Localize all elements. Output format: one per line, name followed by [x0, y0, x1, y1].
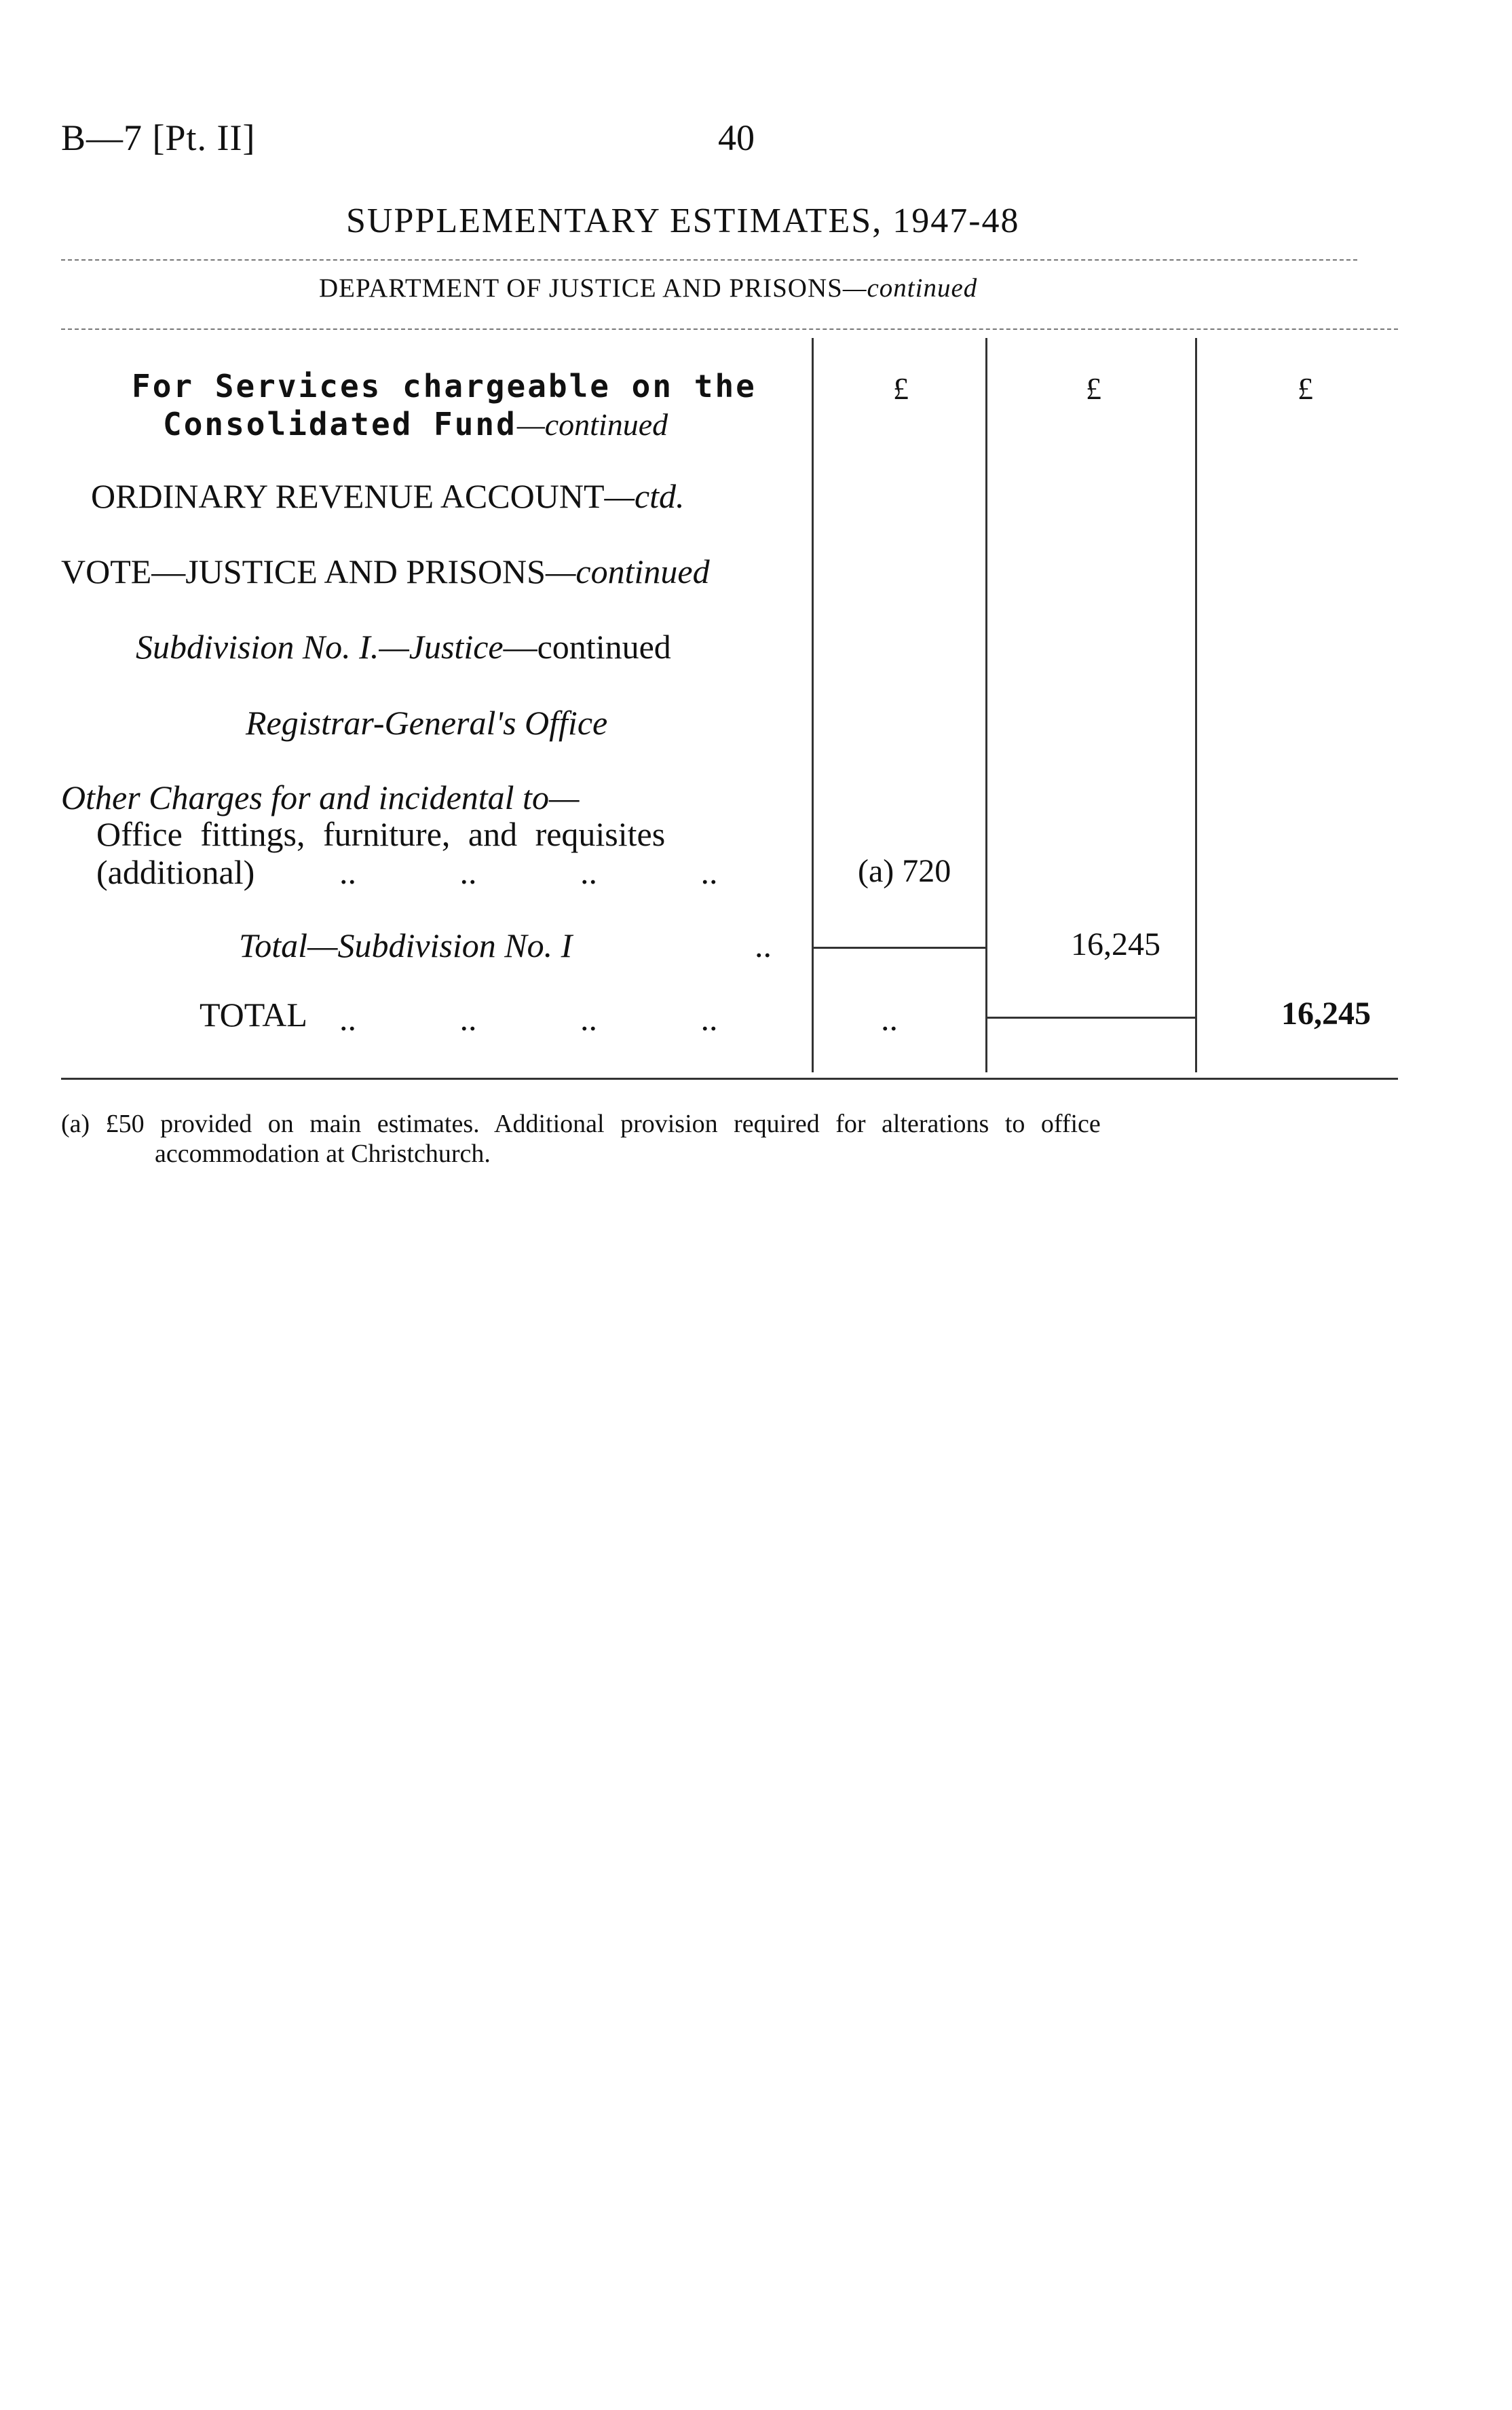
column-divider-1 — [812, 338, 814, 1072]
total-label: TOTAL — [200, 996, 307, 1034]
title-rule — [61, 259, 1357, 261]
subtotal-amount: 16,245 — [1071, 926, 1160, 962]
total-column1-leader: .. — [881, 1000, 898, 1038]
subdivision-heading — [136, 627, 671, 666]
subdivision-suffix: —continued — [503, 628, 671, 666]
subtotal-leader: .. — [755, 926, 772, 964]
other-charges-heading: Other Charges for and incidental to— — [61, 778, 580, 816]
item-description-line2: (additional) — [96, 853, 255, 891]
services-fund: Consolidated Fund — [163, 406, 517, 443]
account-name: ORDINARY REVENUE ACCOUNT — [91, 477, 605, 515]
department-rule — [61, 328, 1398, 330]
item-amount: (a) 720 — [858, 853, 951, 889]
services-suffix: —continued — [516, 407, 668, 442]
footnote-line1: (a) £50 provided on main estimates. Additional provision required for alterations to office — [61, 1110, 1101, 1138]
item-description-line1: Office fittings, furniture, and requisites — [96, 815, 666, 853]
currency-header-2: £ — [1086, 371, 1101, 406]
office-heading: Registrar-General's Office — [246, 704, 608, 742]
subtotal-underline — [813, 947, 985, 949]
department-name: DEPARTMENT OF JUSTICE AND PRISONS — [319, 274, 843, 303]
document-reference: B—7 [Pt. II] — [61, 117, 256, 158]
department-heading — [319, 273, 977, 303]
page-number: 40 — [718, 117, 755, 158]
currency-header-1: £ — [893, 371, 909, 406]
subdivision-name: Subdivision No. I.—Justice — [136, 628, 504, 666]
total-leaders: .. .. .. .. — [339, 1000, 718, 1038]
total-underline — [987, 1017, 1195, 1019]
account-heading — [91, 476, 685, 516]
subtotal-label: Total—Subdivision No. I — [239, 926, 573, 964]
footnote-line2: accommodation at Christchurch. — [155, 1140, 491, 1168]
vote-suffix: —continued — [545, 552, 710, 590]
currency-header-3: £ — [1298, 371, 1313, 406]
services-heading-line2 — [163, 406, 668, 443]
item-leaders: .. .. .. .. — [339, 853, 718, 891]
department-suffix: —continued — [842, 274, 978, 303]
table-bottom-rule — [61, 1078, 1398, 1080]
total-amount: 16,245 — [1281, 996, 1371, 1032]
page-title: SUPPLEMENTARY ESTIMATES, 1947-48 — [346, 202, 1020, 240]
account-suffix: —ctd. — [604, 477, 685, 515]
column-divider-2 — [985, 338, 987, 1072]
services-heading-line1: For Services chargeable on the — [132, 368, 757, 404]
column-divider-3 — [1195, 338, 1197, 1072]
vote-heading — [61, 552, 710, 591]
vote-name: VOTE—JUSTICE AND PRISONS — [61, 552, 546, 590]
